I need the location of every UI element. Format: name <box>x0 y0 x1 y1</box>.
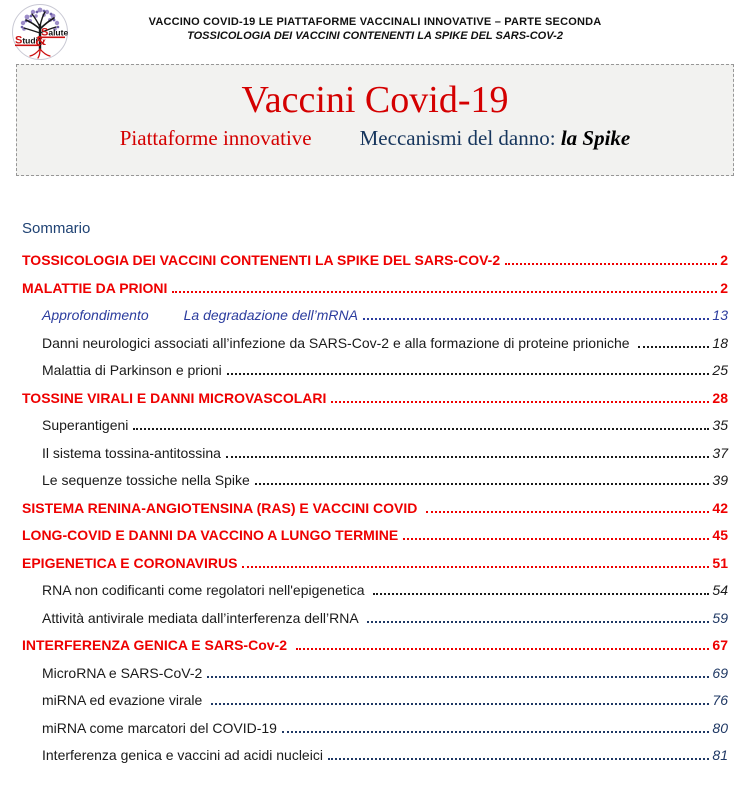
toc-entry-page-number[interactable]: 76 <box>712 692 728 708</box>
toc-entry[interactable] <box>42 472 728 488</box>
header-line-1: VACCINO COVID-19 LE PIATTAFORME VACCINALI INNOVATIVE – PARTE SECONDA <box>148 16 602 28</box>
toc-entry-label: Superantigeni <box>42 417 129 433</box>
toc-entry-page-number[interactable]: 25 <box>712 362 728 378</box>
toc-entry-label: MicroRNA e SARS-CoV-2 <box>42 664 203 681</box>
toc-entry-label: Attività antivirale mediata dall’interferenza dell’RNA <box>42 609 362 626</box>
dotted-leader <box>172 291 717 293</box>
toc-entry-page-number[interactable]: 37 <box>712 444 728 461</box>
toc-entry-label: Danni neurologici associati all’infezione da SARS-Cov-2 e alla formazione di proteine prioniche <box>42 334 634 351</box>
dotted-leader <box>242 566 709 568</box>
toc-entry[interactable] <box>42 692 728 708</box>
svg-text:Studi: Studi <box>15 34 38 47</box>
subtitle-accent: la Spike <box>560 126 631 150</box>
toc-entry[interactable] <box>42 747 728 763</box>
toc-entry[interactable] <box>22 500 728 516</box>
toc-entry-page-number[interactable]: 42 <box>712 499 728 516</box>
toc-entry-label: miRNA ed evazione virale <box>42 692 207 708</box>
toc-entry-page-number[interactable]: 54 <box>712 582 728 598</box>
studi-salute-logo <box>11 3 69 63</box>
dotted-leader <box>282 731 709 733</box>
dotted-leader <box>211 703 709 705</box>
subtitle-right: Meccanismi del danno: la Spike <box>359 126 631 150</box>
logo-word2: alute <box>48 27 69 38</box>
dotted-leader <box>328 758 709 760</box>
toc-entry-label: MALATTIE DA PRIONI <box>22 279 168 296</box>
toc-entry-page-number[interactable]: 59 <box>712 609 728 626</box>
toc-entry-page-number[interactable]: 18 <box>712 334 728 351</box>
dotted-leader <box>207 676 709 678</box>
toc-entry-page-number[interactable]: 67 <box>712 637 728 653</box>
toc-entry-label: SISTEMA RENINA-ANGIOTENSINA (RAS) E VACCINI COVID <box>22 499 422 516</box>
toc-entry[interactable] <box>42 610 728 626</box>
table-of-contents <box>22 252 728 763</box>
toc-entry-page-number[interactable]: 45 <box>712 527 728 543</box>
document-subtitle <box>17 126 733 151</box>
dotted-leader <box>403 538 709 540</box>
toc-entry[interactable] <box>42 720 728 736</box>
toc-entry-page-number[interactable]: 81 <box>712 747 728 763</box>
header-line-2: TOSSICOLOGIA DEI VACCINI CONTENENTI LA SPIKE DEL SARS-COV-2 <box>187 30 563 42</box>
dotted-leader <box>296 648 710 650</box>
logo-tree-icon <box>11 3 69 63</box>
toc-entry[interactable] <box>22 390 728 406</box>
toc-entry-label: TOSSICOLOGIA DEI VACCINI CONTENENTI LA SPIKE DEL SARS-COV-2 <box>22 252 501 268</box>
toc-entry-label: miRNA come marcatori del COVID-19 <box>42 719 277 736</box>
toc-entry[interactable] <box>42 335 728 351</box>
toc-heading: Sommario <box>22 220 91 237</box>
dotted-leader <box>363 318 709 320</box>
toc-entry[interactable] <box>42 362 728 378</box>
toc-entry[interactable] <box>42 307 728 323</box>
toc-entry-label: LONG-COVID E DANNI DA VACCINO A LUNGO TERMINE <box>22 527 399 543</box>
toc-entry-label: Approfondimento La degradazione dell’mRNA <box>42 307 358 323</box>
toc-entry[interactable] <box>42 445 728 461</box>
toc-entry-page-number[interactable]: 35 <box>712 417 728 433</box>
toc-entry[interactable] <box>22 637 728 653</box>
svg-text:Salute: Salute <box>41 26 69 39</box>
toc-entry-page-number[interactable]: 13 <box>712 307 728 323</box>
logo-word1: tudi <box>22 35 38 46</box>
toc-entry-page-number[interactable]: 80 <box>712 719 728 736</box>
toc-entry-label: INTERFERENZA GENICA E SARS-Cov-2 <box>22 637 291 653</box>
document-header <box>0 0 750 49</box>
toc-entry-page-number[interactable]: 69 <box>712 664 728 681</box>
dotted-leader <box>367 621 710 623</box>
toc-entry-page-number[interactable]: 28 <box>712 389 728 406</box>
toc-entry[interactable] <box>22 252 728 268</box>
dotted-leader <box>505 263 717 265</box>
logo-ampersand: & <box>35 34 47 49</box>
dotted-leader <box>373 593 709 595</box>
dotted-leader <box>426 511 709 513</box>
dotted-leader <box>227 373 710 375</box>
toc-entry-page-number[interactable]: 51 <box>712 554 728 571</box>
toc-entry-label: EPIGENETICA E CORONAVIRUS <box>22 554 238 571</box>
subtitle-left: Piattaforme innovative <box>119 126 312 150</box>
toc-entry-page-number[interactable]: 2 <box>720 252 728 268</box>
toc-entry[interactable] <box>22 280 728 296</box>
toc-entry-label: Interferenza genica e vaccini ad acidi nucleici <box>42 747 323 763</box>
dotted-leader <box>226 456 709 458</box>
toc-entry-label: Malattia di Parkinson e prioni <box>42 362 222 378</box>
dotted-leader <box>331 401 709 403</box>
toc-entry-label: Le sequenze tossiche nella Spike <box>42 472 250 488</box>
toc-entry[interactable] <box>22 527 728 543</box>
title-box <box>16 64 734 176</box>
toc-entry-page-number[interactable]: 2 <box>720 279 728 296</box>
toc-entry[interactable] <box>22 555 728 571</box>
toc-entry[interactable] <box>42 582 728 598</box>
toc-entry-label: TOSSINE VIRALI E DANNI MICROVASCOLARI <box>22 389 327 406</box>
toc-entry-label: Il sistema tossina-antitossina <box>42 444 221 461</box>
toc-entry[interactable] <box>42 417 728 433</box>
dotted-leader <box>638 346 709 348</box>
dotted-leader <box>255 483 710 485</box>
dotted-leader <box>133 428 709 430</box>
document-title: Vaccini Covid-19 <box>241 79 509 121</box>
toc-entry-label: RNA non codificanti come regolatori nell'epigenetica <box>42 582 369 598</box>
toc-entry-page-number[interactable]: 39 <box>712 472 728 488</box>
toc-entry[interactable] <box>42 665 728 681</box>
